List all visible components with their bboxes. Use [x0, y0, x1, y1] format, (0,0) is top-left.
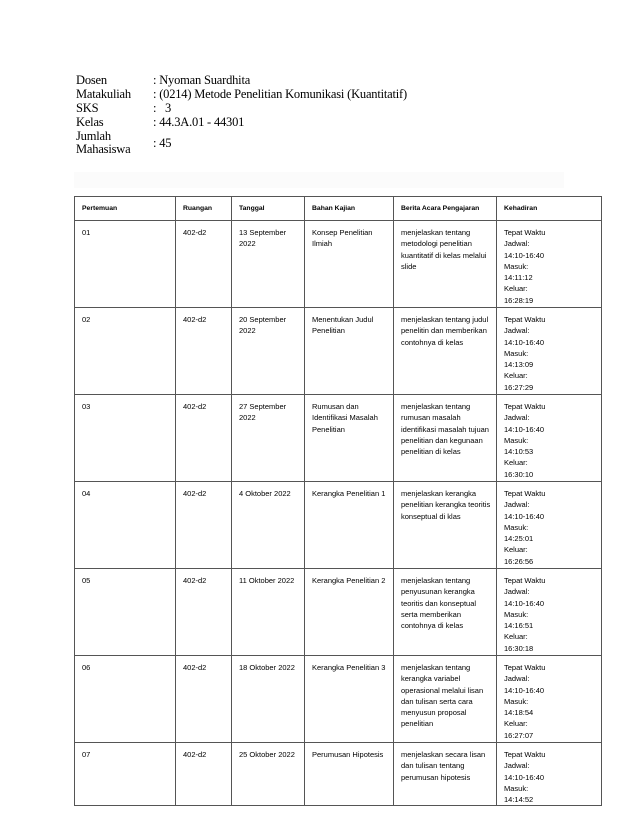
jumlah-value: : 45	[153, 136, 172, 150]
cell-bahan-kajian: Menentukan Judul Penelitian	[305, 308, 394, 395]
jumlah-label: Jumlah Mahasiswa	[76, 129, 131, 156]
cell-kehadiran: Tepat Waktu Jadwal: 14:10-16:40 Masuk: 14:16:51 Keluar: 16:30:18	[497, 569, 602, 656]
cell-ruangan: 402-d2	[176, 308, 232, 395]
cell-pertemuan: 06	[75, 656, 176, 743]
table-row	[75, 221, 602, 308]
kelas-value: : 44.3A.01 - 44301	[153, 115, 245, 129]
cell-pertemuan: 01	[75, 221, 176, 308]
cell-kehadiran: Tepat Waktu Jadwal: 14:10-16:40 Masuk: 14:18:54 Keluar: 16:27:07	[497, 656, 602, 743]
header-tanggal: Tanggal	[232, 197, 305, 221]
cell-kehadiran: Tepat Waktu Jadwal: 14:10-16:40 Masuk: 14:14:52	[497, 743, 602, 806]
dosen-value: : Nyoman Suardhita	[153, 73, 251, 87]
cell-berita-acara: menjelaskan tentang rumusan masalah identifikasi masalah tujuan penelitian dan kegunaan penelitian di kelas	[394, 395, 497, 482]
cell-tanggal: 4 Oktober 2022	[232, 482, 305, 569]
header-kehadiran: Kehadiran	[497, 197, 602, 221]
header-bahan-kajian: Bahan Kajian	[305, 197, 394, 221]
header-ruangan: Ruangan	[176, 197, 232, 221]
table-header-row	[75, 197, 602, 221]
cell-tanggal: 13 September 2022	[232, 221, 305, 308]
header-berita-acara: Berita Acara Pengajaran	[394, 197, 497, 221]
cell-berita-acara: menjelaskan tentang kerangka variabel operasional melalui lisan dan tulisan serta cara menyusun proposal penelitian	[394, 656, 497, 743]
cell-berita-acara: menjelaskan tentang penyusunan kerangka teoritis dan konseptual serta memberikan contohnya di kelas	[394, 569, 497, 656]
sks-label: SKS	[76, 101, 99, 115]
cell-tanggal: 20 September 2022	[232, 308, 305, 395]
sks-value: : 3	[153, 101, 172, 115]
table-row	[75, 308, 602, 395]
cell-bahan-kajian: Kerangka Penelitian 3	[305, 656, 394, 743]
cell-kehadiran: Tepat Waktu Jadwal: 14:10-16:40 Masuk: 14:25:01 Keluar: 16:26:56	[497, 482, 602, 569]
cell-pertemuan: 03	[75, 395, 176, 482]
cell-bahan-kajian: Perumusan Hipotesis	[305, 743, 394, 806]
cell-berita-acara: menjelaskan tentang metodologi penelitian kuantitatif di kelas melalui slide	[394, 221, 497, 308]
matakuliah-value: : (0214) Metode Penelitian Komunikasi (Kuantitatif)	[153, 87, 407, 101]
cell-pertemuan: 07	[75, 743, 176, 806]
table-row	[75, 482, 602, 569]
cell-bahan-kajian: Kerangka Penelitian 1	[305, 482, 394, 569]
cell-ruangan: 402-d2	[176, 569, 232, 656]
cell-ruangan: 402-d2	[176, 482, 232, 569]
table-row	[75, 569, 602, 656]
kelas-label: Kelas	[76, 115, 104, 129]
table-row	[75, 743, 602, 806]
cell-ruangan: 402-d2	[176, 395, 232, 482]
header-pertemuan: Pertemuan	[75, 197, 176, 221]
jumlah-row	[76, 130, 407, 156]
kelas-row	[76, 115, 407, 129]
cell-berita-acara: menjelaskan secara lisan dan tulisan tentang perumusan hipotesis	[394, 743, 497, 806]
spacer-band	[74, 172, 564, 188]
cell-berita-acara: menjelaskan kerangka penelitian kerangka teoritis konseptual di klas	[394, 482, 497, 569]
attendance-table	[74, 196, 602, 806]
cell-berita-acara: menjelaskan tentang judul penelitin dan memberikan contohnya di kelas	[394, 308, 497, 395]
matakuliah-row	[76, 87, 407, 101]
cell-bahan-kajian: Kerangka Penelitian 2	[305, 569, 394, 656]
cell-bahan-kajian: Konsep Penelitian Ilmiah	[305, 221, 394, 308]
cell-ruangan: 402-d2	[176, 221, 232, 308]
cell-bahan-kajian: Rumusan dan Identifikasi Masalah Penelitian	[305, 395, 394, 482]
table-row	[75, 656, 602, 743]
course-info	[76, 73, 407, 156]
cell-tanggal: 27 September 2022	[232, 395, 305, 482]
dosen-label: Dosen	[76, 73, 107, 87]
sks-row	[76, 101, 407, 115]
cell-tanggal: 25 Oktober 2022	[232, 743, 305, 806]
cell-pertemuan: 02	[75, 308, 176, 395]
cell-pertemuan: 04	[75, 482, 176, 569]
cell-pertemuan: 05	[75, 569, 176, 656]
dosen-row	[76, 73, 407, 87]
cell-kehadiran: Tepat Waktu Jadwal: 14:10-16:40 Masuk: 14:13:09 Keluar: 16:27:29	[497, 308, 602, 395]
cell-ruangan: 402-d2	[176, 656, 232, 743]
cell-ruangan: 402-d2	[176, 743, 232, 806]
cell-tanggal: 18 Oktober 2022	[232, 656, 305, 743]
cell-kehadiran: Tepat Waktu Jadwal: 14:10-16:40 Masuk: 14:11:12 Keluar: 16:28:19	[497, 221, 602, 308]
cell-tanggal: 11 Oktober 2022	[232, 569, 305, 656]
cell-kehadiran: Tepat Waktu Jadwal: 14:10-16:40 Masuk: 14:10:53 Keluar: 16:30:10	[497, 395, 602, 482]
matakuliah-label: Matakuliah	[76, 87, 131, 101]
table-row	[75, 395, 602, 482]
